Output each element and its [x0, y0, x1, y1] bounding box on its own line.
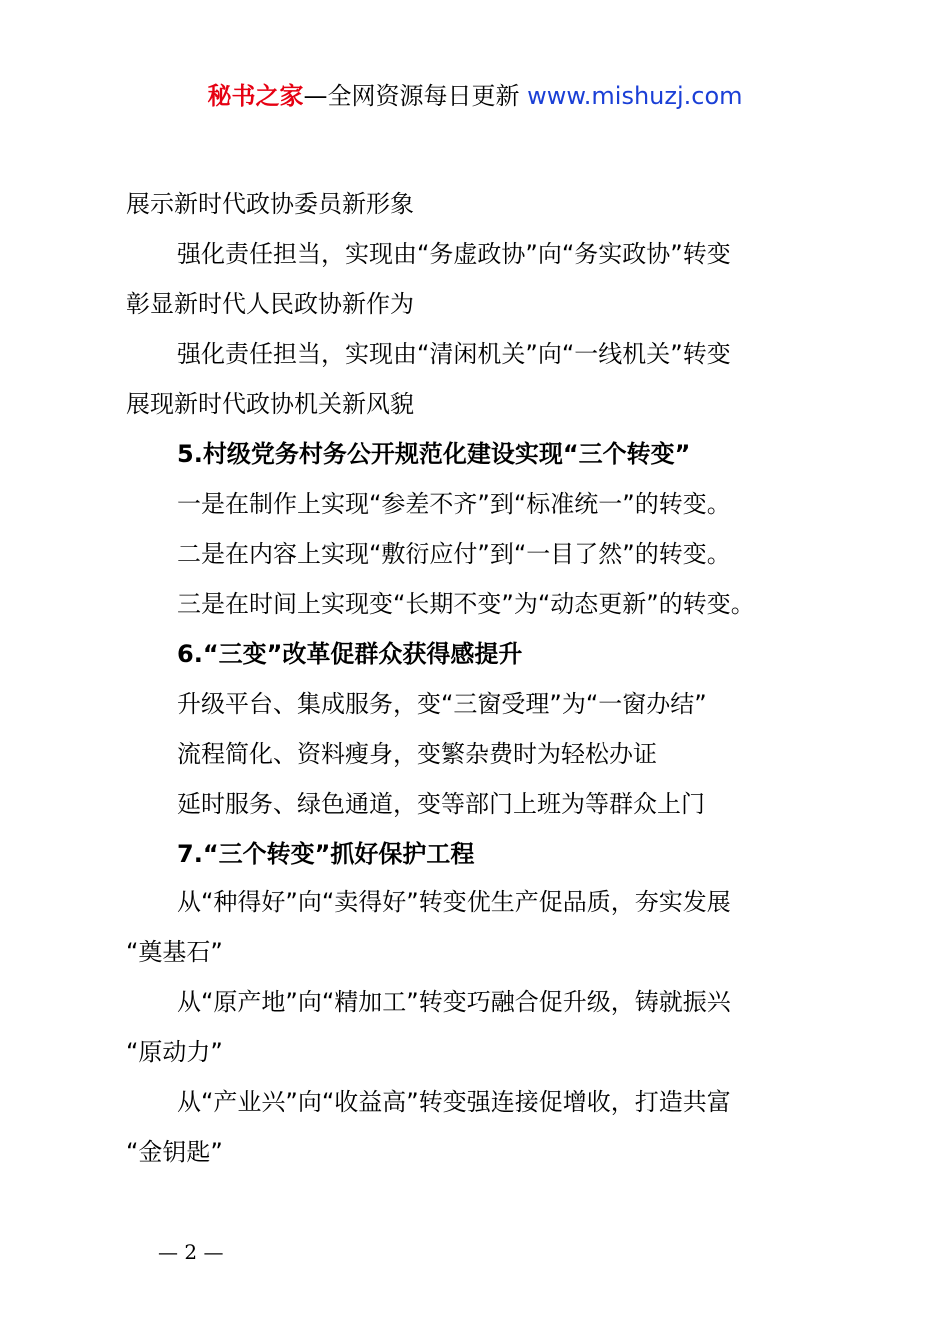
section-heading: 5.村级党务村务公开规范化建设实现“三个转变”: [177, 440, 691, 468]
body-line: 流程简化、资料瘦身，变繁杂费时为轻松办证: [177, 740, 657, 768]
body-line: 三是在时间上实现变“长期不变”为“动态更新”的转变。: [177, 590, 755, 618]
body-line: 展现新时代政协机关新风貌: [126, 390, 414, 418]
body-line: 展示新时代政协委员新形象: [126, 190, 414, 218]
body-line: 从“种得好”向“卖得好”转变优生产促品质，夯实发展: [177, 888, 731, 916]
section-heading: 7.“三个转变”抓好保护工程: [177, 840, 475, 868]
site-url-link[interactable]: www.mishuzj.com: [519, 82, 743, 110]
body-line: 从“原产地”向“精加工”转变巧融合促升级，铸就振兴: [177, 988, 731, 1016]
body-line: 二是在内容上实现“敷衍应付”到“一目了然”的转变。: [177, 540, 731, 568]
section-heading: 6.“三变”改革促群众获得感提升: [177, 640, 523, 668]
body-line: 从“产业兴”向“收益高”转变强连接促增收，打造共富: [177, 1088, 731, 1116]
page-number: — 2 —: [158, 1240, 224, 1264]
body-line: 升级平台、集成服务，变“三窗受理”为“一窗办结”: [177, 690, 707, 718]
body-line: 强化责任担当，实现由“清闲机关”向“一线机关”转变: [177, 340, 731, 368]
body-line: “原动力”: [126, 1038, 223, 1066]
body-line: 强化责任担当，实现由“务虚政协”向“务实政协”转变: [177, 240, 731, 268]
site-header: [0, 80, 950, 112]
body-line: “奠基石”: [126, 938, 223, 966]
body-line: 延时服务、绿色通道，变等部门上班为等群众上门: [177, 790, 705, 818]
body-line: 彰显新时代人民政协新作为: [126, 290, 414, 318]
brand-name: 秘书之家: [207, 82, 304, 110]
header-tagline: —全网资源每日更新: [303, 82, 520, 110]
body-line: “金钥匙”: [126, 1138, 223, 1166]
body-line: 一是在制作上实现“参差不齐”到“标准统一”的转变。: [177, 490, 731, 518]
